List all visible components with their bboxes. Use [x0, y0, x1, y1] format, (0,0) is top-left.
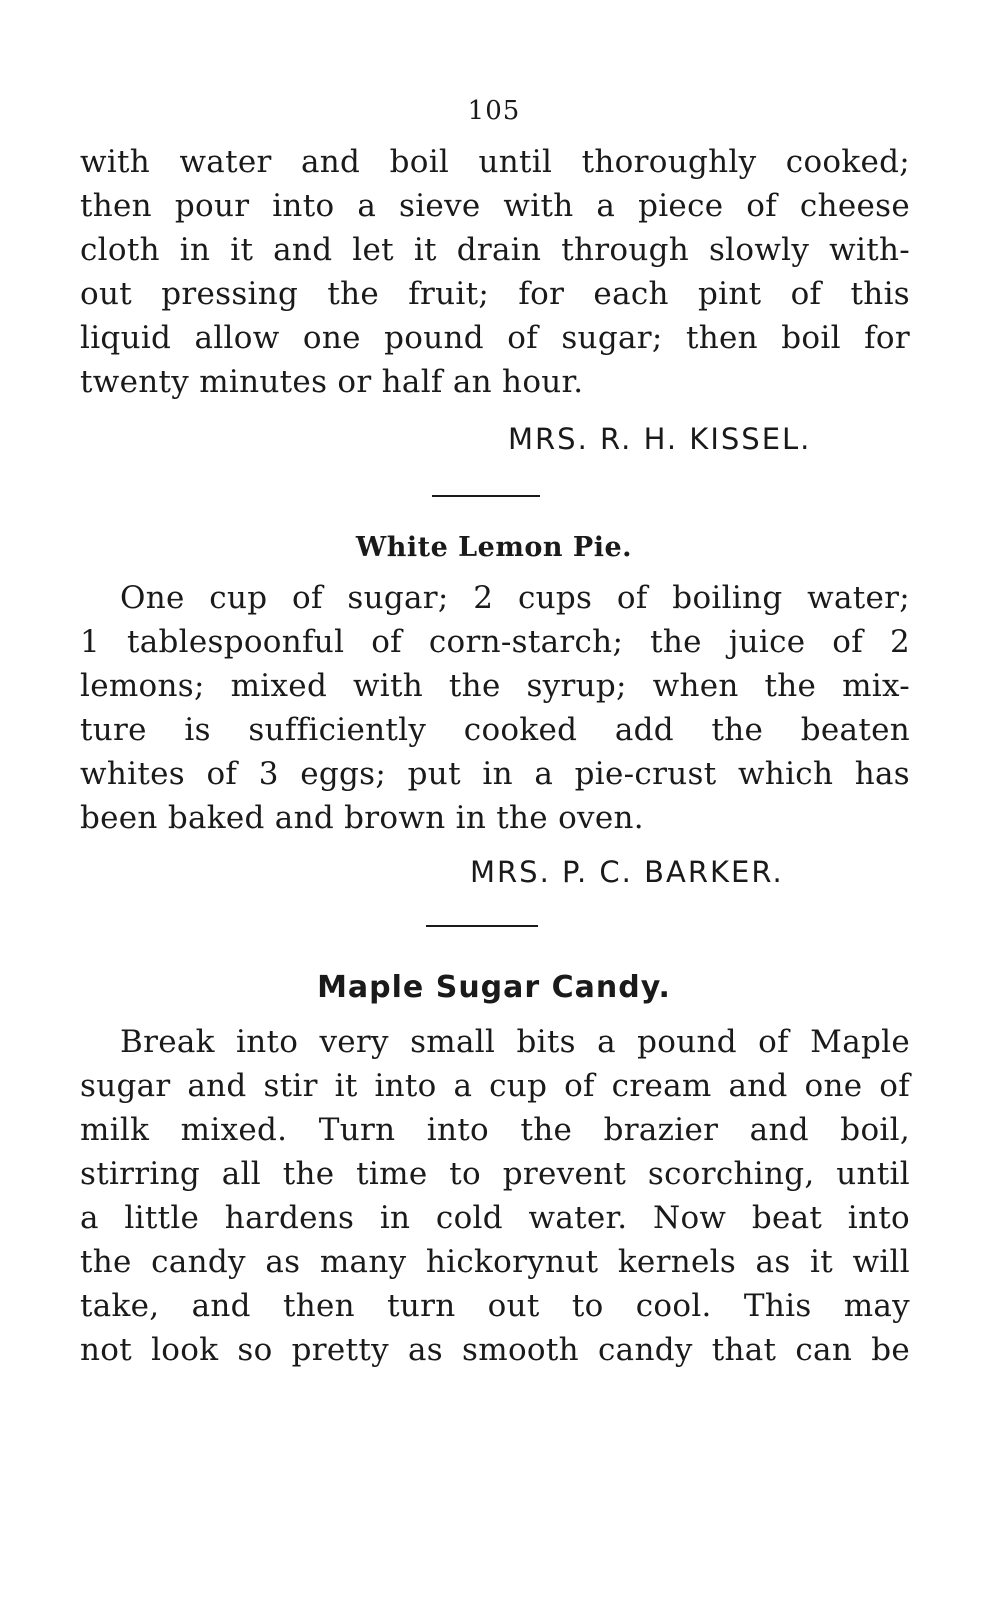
recipe-continuation-text: [80, 140, 910, 404]
section-divider: [426, 925, 538, 927]
section-divider: [432, 495, 540, 497]
text-line: twenty minutes or half an hour.: [80, 364, 584, 400]
signature-kissel: MRS. R. H. KISSEL.: [508, 422, 812, 456]
text-line: ture is sufficiently cooked add the beaten: [80, 712, 910, 748]
text-line: out pressing the fruit; for each pint of this: [80, 276, 910, 312]
recipe-body-white-lemon-pie: [80, 576, 910, 840]
text-line: liquid allow one pound of sugar; then boil for: [80, 320, 910, 356]
text-line: sugar and stir it into a cup of cream and one of: [80, 1068, 910, 1104]
recipe-title-white-lemon-pie: White Lemon Pie.: [355, 532, 633, 563]
text-line: take, and then turn out to cool. This may: [80, 1288, 910, 1324]
text-line: 1 tablespoonful of corn-starch; the juice of 2: [80, 624, 910, 660]
text-line: stirring all the time to prevent scorching, until: [80, 1156, 910, 1192]
text-line: cloth in it and let it drain through slowly with-: [80, 232, 910, 268]
text-line: Break into very small bits a pound of Maple: [120, 1024, 910, 1060]
text-line: been baked and brown in the oven.: [80, 800, 644, 836]
text-line: a little hardens in cold water. Now beat into: [80, 1200, 910, 1236]
page-number: 105: [467, 96, 521, 126]
text-line: the candy as many hickorynut kernels as it will: [80, 1244, 910, 1280]
recipe-body-maple-sugar-candy: [80, 1020, 910, 1372]
text-line: One cup of sugar; 2 cups of boiling water;: [120, 580, 910, 616]
text-line: milk mixed. Turn into the brazier and boil,: [80, 1112, 910, 1148]
text-line: then pour into a sieve with a piece of cheese: [80, 188, 910, 224]
text-line: not look so pretty as smooth candy that can be: [80, 1332, 910, 1368]
text-line: with water and boil until thoroughly cooked;: [80, 144, 910, 180]
text-line: whites of 3 eggs; put in a pie-crust which has: [80, 756, 910, 792]
text-line: lemons; mixed with the syrup; when the mix-: [80, 668, 910, 704]
recipe-title-maple-sugar-candy: Maple Sugar Candy.: [317, 970, 671, 1005]
signature-barker: MRS. P. C. BARKER.: [470, 855, 784, 889]
